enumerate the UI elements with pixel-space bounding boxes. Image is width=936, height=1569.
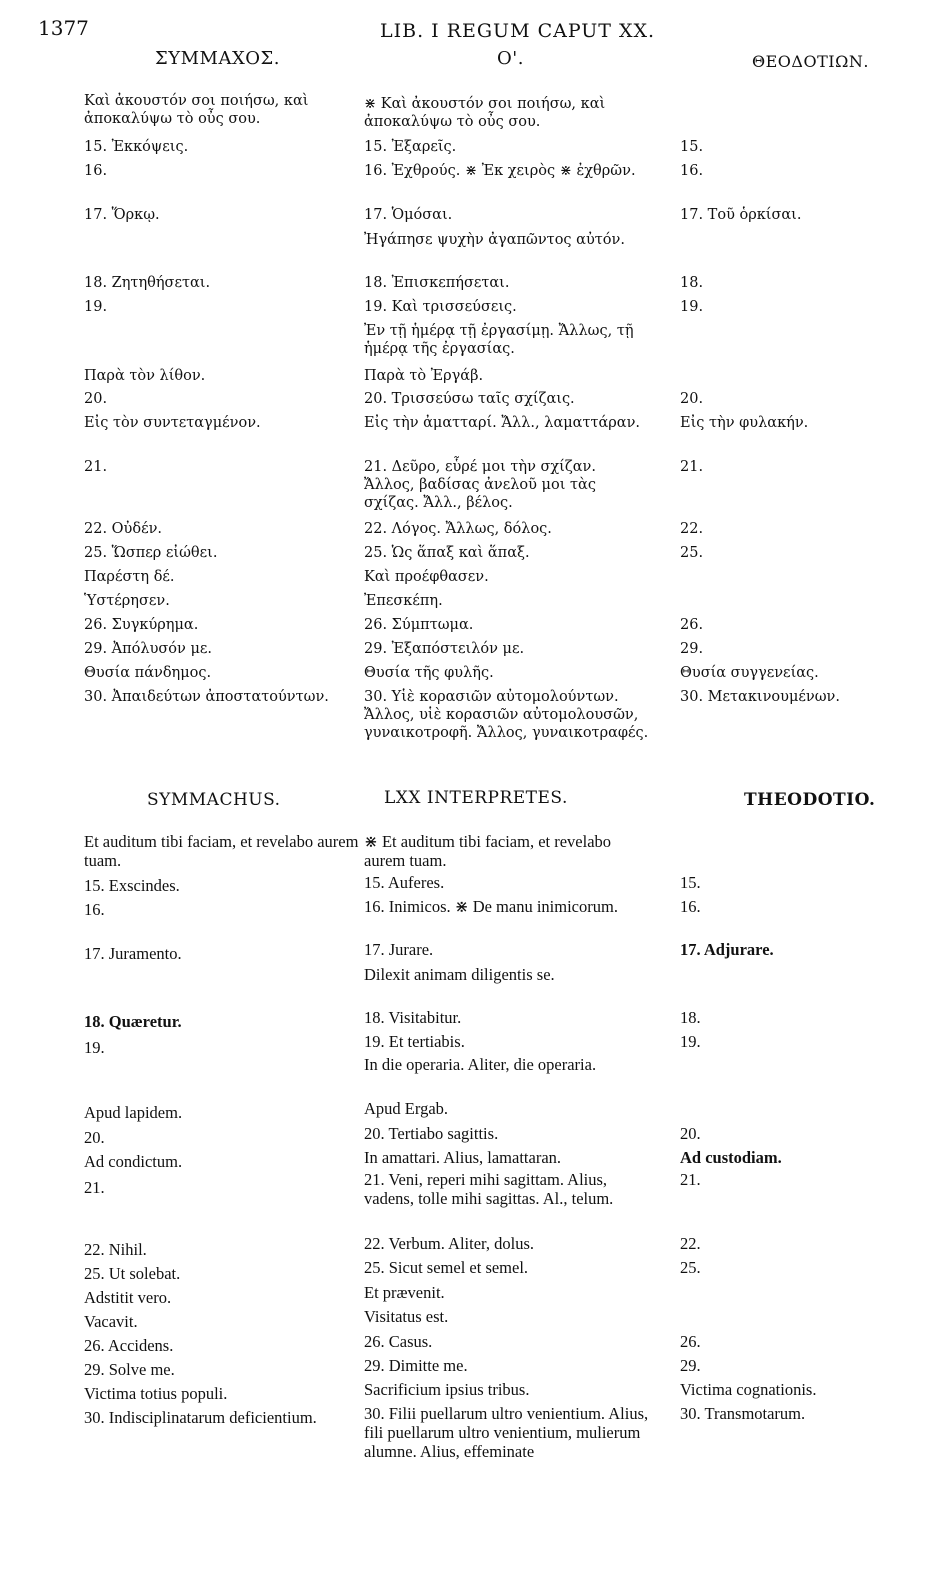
greek-theo-cell: 16. bbox=[680, 163, 704, 179]
latin-theo-cell: 17. Adjurare. bbox=[680, 940, 774, 959]
greek-lxx-cell: Εἰς τὴν ἀματταρί. Ἄλλ., λαματτάραν. bbox=[364, 415, 641, 431]
latin-lxx-cell: In amattari. Alius, lamattaran. bbox=[364, 1148, 562, 1167]
running-title: LIB. I REGUM CAPUT XX. bbox=[380, 20, 656, 42]
greek-sym-cell: Παρέστη δέ. bbox=[84, 569, 175, 585]
greek-theo-cell: 17. Τοῦ ὁρκίσαι. bbox=[680, 207, 802, 223]
greek-sym-cell: 18. Ζητηθήσεται. bbox=[84, 275, 211, 291]
greek-lxx-cell: ⋇ Καὶ ἀκουστόν σοι ποιήσω, καὶ ἀποκαλύψω τὸ οὖς σου. bbox=[364, 96, 606, 130]
greek-theo-cell: Θυσία συγγενείας. bbox=[680, 665, 819, 681]
latin-lxx-cell: 30. Filii puellarum ultro venientium. Alius, fili puellarum ultro venientium, mulierum alumne. Alius, effeminate bbox=[364, 1404, 649, 1461]
greek-theo-cell: 26. bbox=[680, 617, 704, 633]
latin-head-symmachus: SYMMACHUS. bbox=[147, 790, 281, 810]
latin-theo-cell: 21. bbox=[680, 1170, 701, 1189]
latin-sym-cell: 19. bbox=[84, 1038, 105, 1057]
greek-theo-cell: 20. bbox=[680, 391, 704, 407]
greek-lxx-cell: 22. Λόγος. Ἄλλως, δόλος. bbox=[364, 521, 552, 537]
greek-sym-cell: 16. bbox=[84, 163, 108, 179]
greek-lxx-cell: Ἐν τῇ ἡμέρᾳ τῇ ἐργασίμῃ. Ἄλλως, τῇ ἡμέρᾳ τῆς ἐργασίας. bbox=[364, 323, 634, 357]
latin-sym-cell: 29. Solve me. bbox=[84, 1360, 175, 1379]
latin-sym-cell: Apud lapidem. bbox=[84, 1103, 183, 1122]
latin-head-theodotio: THEODOTIO. bbox=[744, 790, 876, 810]
latin-theo-cell: 19. bbox=[680, 1032, 701, 1051]
latin-lxx-cell: 29. Dimitte me. bbox=[364, 1356, 468, 1375]
greek-theo-cell: 21. bbox=[680, 459, 704, 475]
greek-lxx-cell: 17. Ὁμόσαι. bbox=[364, 207, 453, 223]
greek-sym-cell: 26. Συγκύρημα. bbox=[84, 617, 199, 633]
latin-lxx-cell: 25. Sicut semel et semel. bbox=[364, 1258, 529, 1277]
greek-sym-cell: 17. Ὅρκῳ. bbox=[84, 207, 160, 223]
latin-theo-cell: 16. bbox=[680, 897, 701, 916]
latin-sym-cell: 17. Juramento. bbox=[84, 944, 182, 963]
greek-theo-cell: Εἰς τὴν φυλακήν. bbox=[680, 415, 809, 431]
greek-lxx-cell: 21. Δεῦρο, εὗρέ μοι τὴν σχίζαν. Ἄλλος, βαδίσας ἀνελοῦ μοι τὰς σχίζας. Ἄλλ., βέλος. bbox=[364, 459, 596, 511]
greek-lxx-cell: Θυσία τῆς φυλῆς. bbox=[364, 665, 494, 681]
latin-theo-cell: 18. bbox=[680, 1008, 701, 1027]
latin-theo-cell: Victima cognationis. bbox=[680, 1380, 817, 1399]
greek-theo-cell: 15. bbox=[680, 139, 704, 155]
greek-sym-cell: 25. Ὥσπερ εἰώθει. bbox=[84, 545, 218, 561]
greek-head-lxx: Ο'. bbox=[497, 48, 524, 69]
greek-theo-cell: 29. bbox=[680, 641, 704, 657]
latin-head-lxx: LXX INTERPRETES. bbox=[384, 788, 568, 808]
latin-lxx-cell: 16. Inimicos. ⋇ De manu inimicorum. bbox=[364, 897, 618, 916]
latin-lxx-cell: ⋇ Et auditum tibi faciam, et revelabo aurem tuam. bbox=[364, 832, 612, 870]
greek-sym-cell: 20. bbox=[84, 391, 108, 407]
greek-sym-cell: Εἰς τὸν συντεταγμένον. bbox=[84, 415, 261, 431]
latin-lxx-cell: In die operaria. Aliter, die operaria. bbox=[364, 1055, 597, 1074]
latin-sym-cell: Et auditum tibi faciam, et revelabo aurem tuam. bbox=[84, 832, 359, 870]
greek-sym-cell: 15. Ἐκκόψεις. bbox=[84, 139, 189, 155]
greek-lxx-cell: Καὶ προέφθασεν. bbox=[364, 569, 489, 585]
latin-sym-cell: 26. Accidens. bbox=[84, 1336, 174, 1355]
latin-lxx-cell: 17. Jurare. bbox=[364, 940, 434, 959]
page-number: 1377 bbox=[38, 16, 89, 40]
greek-sym-cell: 19. bbox=[84, 299, 108, 315]
latin-theo-cell: 22. bbox=[680, 1234, 701, 1253]
greek-theo-cell: 18. bbox=[680, 275, 704, 291]
greek-head-theodotion: ΘΕΟΔΟΤΙΩΝ. bbox=[752, 52, 869, 71]
latin-theo-cell: 25. bbox=[680, 1258, 701, 1277]
latin-theo-cell: 30. Transmotarum. bbox=[680, 1404, 806, 1423]
latin-lxx-cell: Apud Ergab. bbox=[364, 1099, 449, 1118]
latin-sym-cell: 20. bbox=[84, 1128, 105, 1147]
greek-lxx-cell: 19. Καὶ τρισσεύσεις. bbox=[364, 299, 517, 315]
latin-sym-cell: 18. Quæretur. bbox=[84, 1012, 182, 1031]
latin-lxx-cell: 20. Tertiabo sagittis. bbox=[364, 1124, 499, 1143]
greek-sym-cell: Καὶ ἀκουστόν σοι ποιήσω, καὶ ἀποκαλύψω τὸ οὖς σου. bbox=[84, 93, 309, 127]
latin-theo-cell: 29. bbox=[680, 1356, 701, 1375]
latin-theo-cell: 26. bbox=[680, 1332, 701, 1351]
latin-sym-cell: 25. Ut solebat. bbox=[84, 1264, 181, 1283]
greek-sym-cell: 29. Ἀπόλυσόν με. bbox=[84, 641, 213, 657]
latin-lxx-cell: 22. Verbum. Aliter, dolus. bbox=[364, 1234, 534, 1253]
latin-sym-cell: Adstitit vero. bbox=[84, 1288, 172, 1307]
greek-lxx-cell: Ἐπεσκέπη. bbox=[364, 593, 443, 609]
greek-lxx-cell: 30. Υἱὲ κορασιῶν αὐτομολούντων. Ἄλλος, υἱὲ κορασιῶν αὐτομολουσῶν, γυναικοτροφῆ. Ἄλλος, γυναικοτραφές. bbox=[364, 689, 649, 741]
latin-sym-cell: 22. Nihil. bbox=[84, 1240, 147, 1259]
greek-sym-cell: 30. Ἀπαιδεύτων ἀποστατούντων. bbox=[84, 689, 329, 705]
greek-lxx-cell: Ἠγάπησε ψυχὴν ἀγαπῶντος αὐτόν. bbox=[364, 232, 625, 248]
greek-lxx-cell: 29. Ἐξαπόστειλόν με. bbox=[364, 641, 525, 657]
latin-sym-cell: Victima totius populi. bbox=[84, 1384, 228, 1403]
latin-theo-cell: Ad custodiam. bbox=[680, 1148, 782, 1167]
greek-lxx-cell: Παρὰ τὸ Ἐργάβ. bbox=[364, 368, 484, 384]
greek-sym-cell: 22. Οὐδέν. bbox=[84, 521, 163, 537]
latin-lxx-cell: Sacrificium ipsius tribus. bbox=[364, 1380, 530, 1399]
greek-theo-cell: 30. Μετακινουμένων. bbox=[680, 689, 840, 705]
latin-sym-cell: 15. Exscindes. bbox=[84, 876, 180, 895]
latin-lxx-cell: 19. Et tertiabis. bbox=[364, 1032, 465, 1051]
greek-sym-cell: Θυσία πάνδημος. bbox=[84, 665, 212, 681]
latin-lxx-cell: Et prævenit. bbox=[364, 1283, 445, 1302]
greek-lxx-cell: 25. Ὡς ἅπαξ καὶ ἅπαξ. bbox=[364, 545, 530, 561]
greek-lxx-cell: 20. Τρισσεύσω ταῖς σχίζαις. bbox=[364, 391, 575, 407]
greek-sym-cell: 21. bbox=[84, 459, 108, 475]
latin-sym-cell: Vacavit. bbox=[84, 1312, 138, 1331]
greek-theo-cell: 22. bbox=[680, 521, 704, 537]
greek-theo-cell: 25. bbox=[680, 545, 704, 561]
greek-lxx-cell: 18. Ἐπισκεπήσεται. bbox=[364, 275, 510, 291]
greek-sym-cell: Παρὰ τὸν λίθον. bbox=[84, 368, 206, 384]
latin-sym-cell: 16. bbox=[84, 900, 105, 919]
greek-lxx-cell: 16. Ἐχθρούς. ⋇ Ἐκ χειρὸς ⋇ ἐχθρῶν. bbox=[364, 163, 636, 179]
latin-lxx-cell: 26. Casus. bbox=[364, 1332, 433, 1351]
greek-theo-cell: 19. bbox=[680, 299, 704, 315]
latin-theo-cell: 15. bbox=[680, 873, 701, 892]
greek-sym-cell: Ὑστέρησεν. bbox=[84, 593, 170, 609]
latin-sym-cell: Ad condictum. bbox=[84, 1152, 183, 1171]
latin-sym-cell: 21. bbox=[84, 1178, 105, 1197]
latin-theo-cell: 20. bbox=[680, 1124, 701, 1143]
greek-lxx-cell: 15. Ἐξαρεῖς. bbox=[364, 139, 457, 155]
latin-sym-cell: 30. Indisciplinatarum deficientium. bbox=[84, 1408, 317, 1427]
latin-lxx-cell: Visitatus est. bbox=[364, 1307, 449, 1326]
greek-lxx-cell: 26. Σύμπτωμα. bbox=[364, 617, 474, 633]
page-header bbox=[0, 8, 936, 48]
greek-head-symmachus: ΣΥΜΜΑΧΟΣ. bbox=[155, 48, 280, 69]
latin-lxx-cell: 18. Visitabitur. bbox=[364, 1008, 462, 1027]
latin-lxx-cell: 15. Auferes. bbox=[364, 873, 445, 892]
latin-lxx-cell: 21. Veni, reperi mihi sagittam. Alius, vadens, tolle mihi sagittas. Al., telum. bbox=[364, 1170, 614, 1208]
latin-lxx-cell: Dilexit animam diligentis se. bbox=[364, 965, 555, 984]
